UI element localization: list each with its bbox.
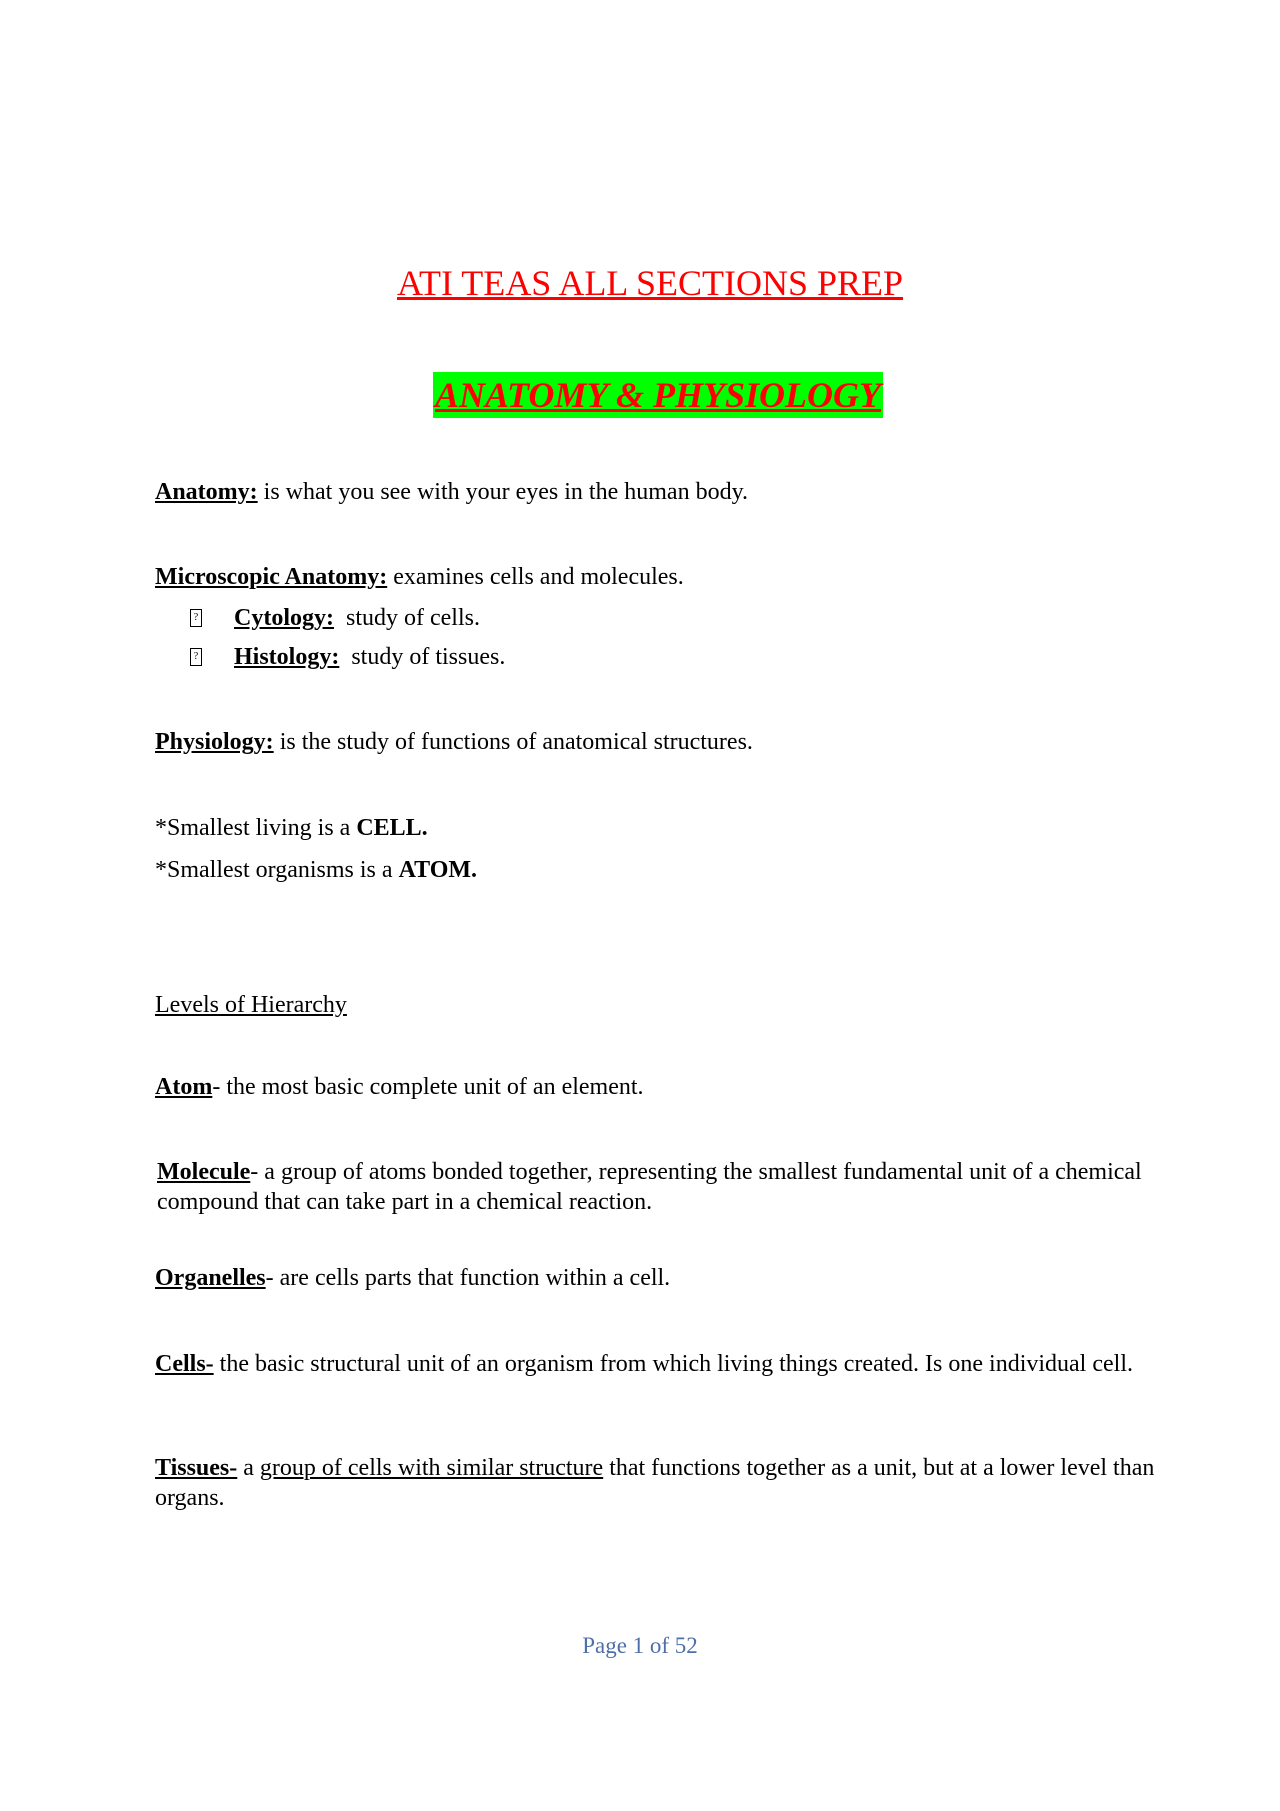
atom-term: Atom: [155, 1074, 213, 1100]
cytology-text: study of cells.: [333, 605, 480, 631]
tissues-term: Tissues-: [155, 1455, 238, 1481]
hierarchy-heading-text: Levels of Hierarchy: [155, 992, 347, 1018]
organelles-definition: [155, 1263, 670, 1293]
physiology-text: is the study of functions of anatomical structures.: [273, 729, 753, 755]
tissues-definition: [155, 1453, 1165, 1513]
smallest-living-value: CELL.: [356, 815, 428, 841]
cells-definition: [155, 1349, 1165, 1379]
anatomy-term: Anatomy:: [155, 479, 258, 505]
smallest-organisms-prefix: *Smallest organisms is a: [155, 857, 399, 883]
physiology-term: Physiology:: [155, 729, 274, 755]
microscopic-anatomy-definition: [155, 562, 684, 592]
physiology-definition: [155, 727, 753, 757]
section-heading-wrapper: [0, 372, 1280, 418]
atom-definition: [155, 1072, 644, 1102]
section-heading: ANATOMY & PHYSIOLOGY: [433, 372, 883, 418]
missing-glyph-bullet-icon: ?: [190, 648, 202, 666]
tissues-prefix: a: [237, 1455, 260, 1481]
organelles-term: Organelles: [155, 1265, 266, 1291]
smallest-living-prefix: *Smallest living is a: [155, 815, 357, 841]
molecule-term: Molecule: [157, 1159, 251, 1185]
cytology-term: Cytology:: [234, 605, 334, 631]
organelles-text: - are cells parts that function within a cell.: [265, 1265, 671, 1291]
tissues-text: that functions together as a unit, but at a lower level than organs.: [155, 1455, 1155, 1511]
smallest-organisms-value: ATOM.: [398, 857, 478, 883]
molecule-text: - a group of atoms bonded together, representing the smallest fundamental unit of a chemical compound that can take part in a chemical reaction.: [157, 1159, 1142, 1215]
cells-text: the basic structural unit of an organism from which living things created. Is one individual cell.: [213, 1351, 1133, 1377]
microscopic-anatomy-text: examines cells and molecules.: [387, 564, 684, 590]
list-item-cytology: [190, 603, 480, 633]
microscopic-anatomy-term: Microscopic Anatomy:: [155, 564, 388, 590]
list-item-histology: [190, 642, 505, 672]
missing-glyph-bullet-icon: ?: [190, 609, 202, 627]
atom-text: - the most basic complete unit of an element.: [212, 1074, 644, 1100]
histology-text: study of tissues.: [339, 644, 506, 670]
document-title: ATI TEAS ALL SECTIONS PREP: [396, 263, 904, 303]
page-number: Page 1 of 52: [582, 1633, 698, 1658]
smallest-living-note: [155, 813, 428, 843]
histology-term: Histology:: [234, 644, 340, 670]
molecule-definition: [157, 1157, 1167, 1217]
anatomy-text: is what you see with your eyes in the human body.: [257, 479, 749, 505]
smallest-organisms-note: [155, 855, 477, 885]
anatomy-definition: [155, 477, 748, 507]
cells-term: Cells-: [155, 1351, 214, 1377]
tissues-underlined-phrase: group of cells with similar structure: [259, 1455, 604, 1481]
hierarchy-heading: [155, 990, 347, 1020]
